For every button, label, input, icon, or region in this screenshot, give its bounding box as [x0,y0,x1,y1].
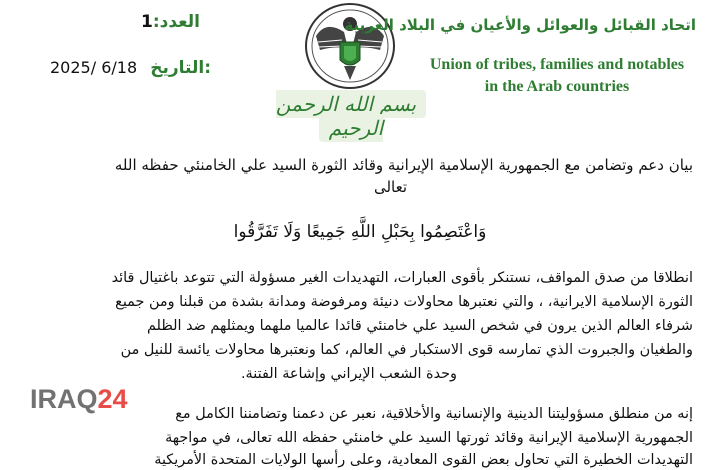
paragraph2-line: إنه من منطلق مسؤوليتنا الدينية والإنسانية والأخلاقية، نعبر عن دعمنا وتضامننا الكامل مع [175,406,693,422]
paragraph1-line: الثورة الإسلامية الايرانية، ، والتي نعتبرها محاولات دنيئة ومرفوضة ومدانة بشدة من قبلنا ومن جميع [115,294,693,310]
issue-label: العدد: [152,12,200,32]
org-name-en-line2: in the Arab countries [484,78,630,95]
watermark-brand-part2: 24 [97,384,128,414]
basmala: بسم الله الرحمن الرحيم [276,90,426,142]
watermark-brand-part1: IRAQ [30,384,98,414]
paragraph2-line: التهديدات الخطيرة التي تحاول بعض القوى المعادية، وعلى رأسها الولايات المتحدة الأمريكية [154,452,693,468]
quote-text: وَاعْتَصِمُوا بِحَبْلِ اللَّهِ جَمِيعًا وَلَا تَفَرَّقُوا [233,222,487,242]
date-label: التاريخ: [150,58,211,78]
org-name-en-line1: Union of tribes, families and notables [429,56,685,73]
basmala-banner [258,92,444,140]
org-name-english [412,54,702,98]
iraq24-watermark [30,384,128,415]
issue-value: 1 [141,12,153,32]
org-name-arabic: اتحاد القبائل والعوائل والأعيان في البلاد العربية [344,16,696,34]
paragraph1-line: انطلاقا من صدق المواقف، نستنكر بأقوى العبارات، التهديدات الغير مسؤولة التي تتوعد باغتيال قائد [111,270,693,286]
issue-date [50,58,211,78]
paragraph1-line: وحدة الشعب الإيراني وإشاعة الفتنة. [240,366,457,382]
paragraph1-line: والطغيان والجبروت الذي تمارسه قوى الاستكبار في العالم، كما ونعتبرها محاولات يائسة للنيل من [120,342,693,358]
paragraph2-line: الجمهورية الإسلامية الإيرانية وقائد ثورتها السيد علي خامنئي حفظه الله تعالى، في مواجهة [165,430,693,446]
issue-number [105,12,200,32]
statement-title-line1: بيان دعم وتضامن مع الجمهورية الإسلامية الإيرانية وقائد الثورة السيد علي الخامنئي حفظه الله [114,156,693,174]
quran-quote [150,222,570,242]
paragraph1-line: شرفاء العالم الذين يرون في شخص السيد علي خامنئي قائدا عالميا ملهما ويمثلهم ضد الظلم [146,318,693,334]
statement-title-line2: تعالى [373,178,407,196]
date-value: 2025/ 6/18 [50,58,138,77]
